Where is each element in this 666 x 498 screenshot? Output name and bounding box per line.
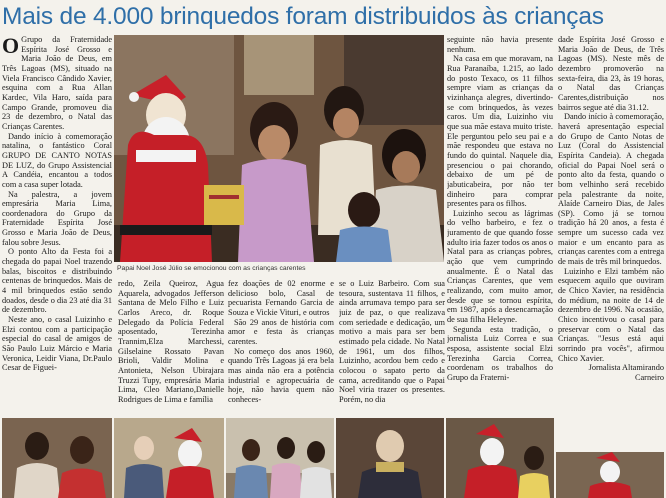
drop-cap: O xyxy=(2,35,20,58)
thumbnail-photo xyxy=(336,418,444,498)
thumbnail-photo xyxy=(2,418,112,498)
paragraph: O Grupo da Fraternidade Espírita José Grosso e Maria João de Deus, em Três Lagoas (MS), situado na Viela Francisco Cândido Xavier, esquina com a Rua Allan Kardec, Vila Haro, saída para Campo Grande, promoveu dia 23 de dezembro, o Natal das Crianças Carentes. xyxy=(2,35,112,131)
paragraph: se o Luiz Barbeiro. Com sua tesoura, sustentava 11 filhos, e ainda arrumava tempo para ser juiz de paz, o que realizava com seriedade e dedicação, um motivo a mais para ser bem estimado pela cidade. No Natal de 1961, um dos filhos, Luizinho, acordou bem cedo e colocou o sapato perto da cama, acreditando que o Papai Noel viria trazer os presentes. Porém, no dia xyxy=(339,279,445,404)
article-column-3 xyxy=(228,279,334,415)
photo-caption: Papai Noel José Júlio se emocionou com as crianças carentes xyxy=(117,265,306,272)
paragraph: Segunda esta tradição, o jornalista Luiz Correa e sua esposa, assistente social Elzi Terezinha Garcia Correa, coordenam os trabalhos do Grupo da Fraterni- xyxy=(447,324,553,382)
paragraph: Neste ano, o casal Luizinho e Elzi contou com a participação especial do casal de amigos de São Paulo Luiz Márcio e Maria Veronica, Leidir Viana, Dr.Paulo Cesar de Figuei- xyxy=(2,315,112,373)
article-column-1 xyxy=(2,35,112,414)
paragraph: redo, Zeila Queiroz, Agua Aquarela, advogados Jefferson Santana de Melo Filho e Luiz Carlos Areco, dr. Roque Delegado da Polícia Federal aposentado, Terezinha Trannim,Elza Marchessi, Gilselaine Rossato Pavan Brioli, Valdir Molina e Antonieta, Nelson Ubirajara Truzzi Tupy, empresária Maria Lima, Cleo Mariano,Danielle Rodrigues de Lima e família xyxy=(118,279,224,404)
thumbnail-photo xyxy=(114,418,224,498)
article-column-5 xyxy=(447,35,553,415)
paragraph: Luizinho e Elzi também não esquecem aquilo que ouviram de Chico Xavier, na residência do médium, na noite de 14 de dezembro de 1996. Na ocasião, Chico incentivou o casal para preservar com o Natal das Crianças. "Jesus está aqui sorrindo pra vocês", afirmou Chico Xavier. xyxy=(558,266,664,363)
paragraph: seguinte não havia presente nenhum. xyxy=(447,35,553,54)
santa-with-children-illustration xyxy=(114,35,444,262)
author-signature: Jornalista Altamirando Carneiro xyxy=(588,363,664,382)
paragraph: Na palestra, a jovem empresária Maria Lima, coordenadora do Grupo da Fraternidade Espírita José Grosso e Maria João de Deus, falou sobre Jesus. xyxy=(2,189,112,247)
paragraph: dade Espírita José Grosso e Maria João de Deus, de Três Lagoas (MS). Neste mês de dezembro promoverão na sexta-feira, dia 23, às 19 horas, o Natal das Crianças Carentes,distribuição nos bairros segue até dia 31.12. xyxy=(558,35,664,112)
paragraph: No começo dos anos 1960, quando Três Lagoas já era bela mas ainda não era a potência industrial e agropecuária de hoje, não havia quem não conheces- xyxy=(228,346,334,404)
headline: Mais de 4.000 brinquedos foram distribuidos às crianças xyxy=(2,3,604,30)
main-photo xyxy=(114,35,444,262)
article-column-6 xyxy=(558,35,664,450)
paragraph: São 29 anos de história com amor e festa às crianças carentes. xyxy=(228,317,334,346)
thumbnail-photo xyxy=(556,452,664,498)
thumbnail-photo xyxy=(226,418,334,498)
paragraph: fez doações de 02 enorme e delicioso bolo, Casal de pecuarista Fernando Garcia de Souza e Vickie Vituri, e outros xyxy=(228,279,334,317)
paragraph: Dando início à comemoração, haverá apresentação especial do Grupo de Canto Notas de Luz (Coral do Assistencial Espírita Candeia). A chegada oficial do Papai Noel será o ponto alto da festa, quando o bom velhinho será recebido pela palestrante da noite, Alaíde Carneiro Dias, de Jales (SP). Como já se tornou tradição há 20 anos, a festa é sempre um sucesso cada vez maior e um encanto para as crianças carentes com a entrega de mais de três mil brinquedos. xyxy=(558,112,664,267)
paragraph: O ponto Alto da Festa foi a chegada do papai Noel trazendo balas, biscoitos e distribuindo centenas de brinquedos. Mais de 4 mil brinquedos estão sendo doados, desde o dia 23 até dia 31 de dezembro. xyxy=(2,247,112,315)
paragraph: Na casa em que moravam, na Rua Paranaíba, 1.215, ao lado do posto Texaco, os 11 filhos sempre viam as crianças da vizinhança alegres, divertindo-se com brinquedos, às vezes caros. Um dia, Luizinho viu que sua mãe estava muito triste. Ele perguntou pelo seu pai e a mãe respondeu que estava no fundo do quintal. Naquele dia, presenciou o pai chorando, debaixo de um pé de jabuticabeira, por não ter dinheiro para comprar presentes para os filhos. xyxy=(447,54,553,209)
paragraph: Luizinho secou as lágrimas do velho barbeiro, e fez o juramento de que quando fosse adulto iria fazer todos os anos o Natal para as crianças pobres, ação que vem cumprindo anualmente. É o Natal das Crianças Carentes, que vem realizando, com muito amor, desde que se tornou espírita, em 1987, após a desencarnação de sua filha Heleyne. xyxy=(447,208,553,325)
article-column-2 xyxy=(118,279,224,415)
thumbnail-photo xyxy=(446,418,554,498)
paragraph: Dando início à comemoração natalina, o fantástico Coral GRUPO DE CANTO NOTAS DE LUZ, do Grupo Assistencial A Candéia, encantou a todos com a casa super lotada. xyxy=(2,131,112,189)
article-column-4 xyxy=(339,279,445,415)
